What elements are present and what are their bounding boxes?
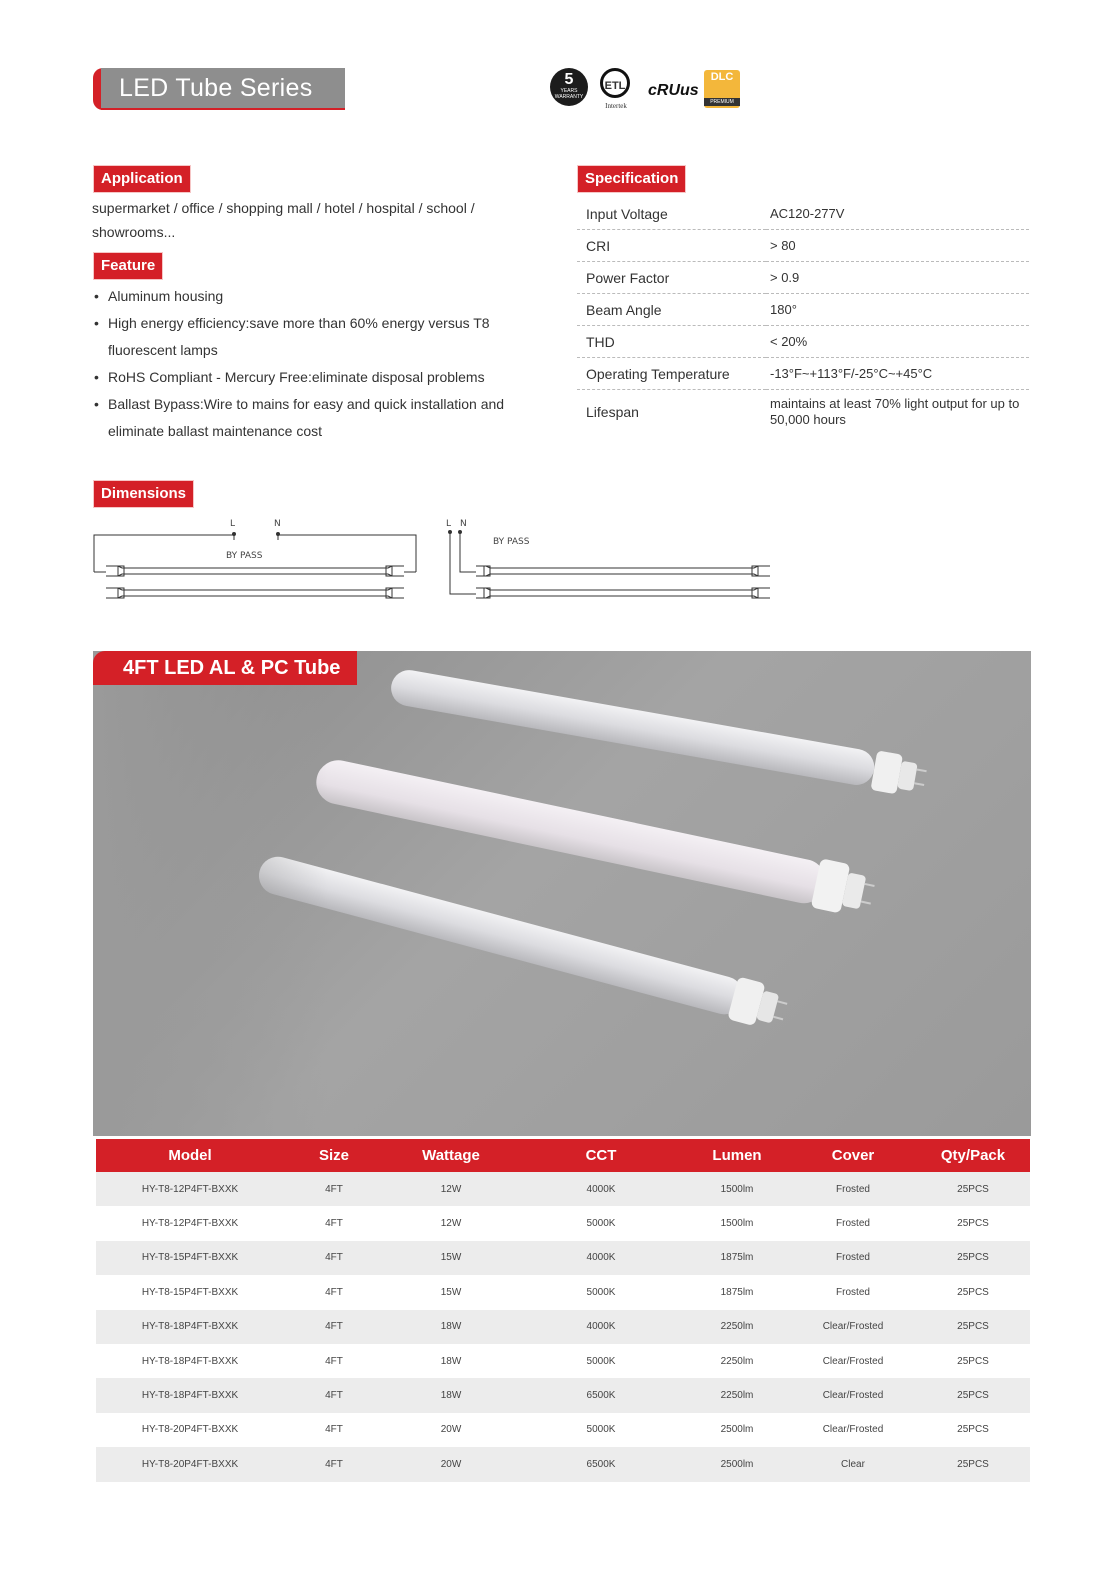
spec-row xyxy=(577,198,1029,230)
table-row xyxy=(96,1378,1030,1412)
table-cell: 6500K xyxy=(518,1447,684,1481)
feature-item: • High energy efficiency:save more than 60% energy versus T8 fluorescent lamps xyxy=(92,310,512,364)
table-cell: 6500K xyxy=(518,1378,684,1412)
table-cell: HY-T8-18P4FT-BXXK xyxy=(96,1310,284,1344)
spec-label: Beam Angle xyxy=(577,294,766,326)
table-cell: Clear/Frosted xyxy=(790,1378,916,1412)
spec-value: AC120-277V xyxy=(766,198,1029,230)
spec-value: < 20% xyxy=(766,326,1029,358)
page-title-banner xyxy=(93,68,345,110)
column-header: Model xyxy=(96,1139,284,1172)
spec-value: > 0.9 xyxy=(766,262,1029,294)
product-heading: 4FT LED AL & PC Tube xyxy=(93,651,357,685)
table-cell: 2500lm xyxy=(684,1413,790,1447)
page-title: LED Tube Series xyxy=(119,74,313,102)
table-cell: HY-T8-18P4FT-BXXK xyxy=(96,1378,284,1412)
table-cell: 20W xyxy=(384,1447,518,1481)
table-cell: 18W xyxy=(384,1344,518,1378)
feature-item: • Ballast Bypass:Wire to mains for easy and quick installation and eliminate ballast maintenance cost xyxy=(92,391,512,445)
wiring-diagram-double-end xyxy=(94,533,416,599)
table-cell: 5000K xyxy=(518,1275,684,1309)
table-cell: 15W xyxy=(384,1241,518,1275)
table-cell: 18W xyxy=(384,1310,518,1344)
ul-mark: cRUus xyxy=(648,82,699,99)
table-cell: 4FT xyxy=(284,1413,384,1447)
table-cell: HY-T8-12P4FT-BXXK xyxy=(96,1172,284,1206)
table-cell: HY-T8-20P4FT-BXXK xyxy=(96,1413,284,1447)
feature-item: • Aluminum housing xyxy=(92,283,512,310)
spec-row xyxy=(577,390,1029,435)
table-cell: 4000K xyxy=(518,1172,684,1206)
table-cell: 2250lm xyxy=(684,1310,790,1344)
table-cell: 12W xyxy=(384,1206,518,1240)
column-header: Qty/Pack xyxy=(916,1139,1030,1172)
table-cell: 5000K xyxy=(518,1344,684,1378)
table-cell: Frosted xyxy=(790,1275,916,1309)
feature-list xyxy=(92,283,512,445)
etl-mark: ETL xyxy=(600,68,630,98)
spec-label: Power Factor xyxy=(577,262,766,294)
dimensions-heading: Dimensions xyxy=(94,481,193,507)
table-cell: Frosted xyxy=(790,1206,916,1240)
diagram1-bypass-label: BY PASS xyxy=(226,551,263,561)
feature-heading: Feature xyxy=(94,253,162,279)
column-header: Cover xyxy=(790,1139,916,1172)
diagram2-n-label: N xyxy=(460,519,467,529)
column-header: Wattage xyxy=(384,1139,518,1172)
table-cell: HY-T8-15P4FT-BXXK xyxy=(96,1241,284,1275)
table-cell: 5000K xyxy=(518,1413,684,1447)
product-table xyxy=(96,1139,1030,1482)
spec-row xyxy=(577,294,1029,326)
table-row xyxy=(96,1172,1030,1206)
table-cell: 2500lm xyxy=(684,1447,790,1481)
table-cell: Clear/Frosted xyxy=(790,1310,916,1344)
table-cell: 25PCS xyxy=(916,1310,1030,1344)
table-cell: 25PCS xyxy=(916,1172,1030,1206)
spec-label: CRI xyxy=(577,230,766,262)
table-cell: 4FT xyxy=(284,1447,384,1481)
dlc-logo-icon xyxy=(704,70,740,108)
table-row xyxy=(96,1241,1030,1275)
table-cell: 25PCS xyxy=(916,1241,1030,1275)
spec-label: Input Voltage xyxy=(577,198,766,230)
table-cell: 2250lm xyxy=(684,1344,790,1378)
table-cell: 4000K xyxy=(518,1241,684,1275)
diagram2-bypass-label: BY PASS xyxy=(493,537,530,547)
table-cell: 20W xyxy=(384,1413,518,1447)
table-body xyxy=(96,1172,1030,1482)
specification-heading: Specification xyxy=(578,166,685,192)
table-cell: 25PCS xyxy=(916,1275,1030,1309)
table-cell: 1500lm xyxy=(684,1206,790,1240)
table-cell: 1500lm xyxy=(684,1172,790,1206)
column-header: Lumen xyxy=(684,1139,790,1172)
table-cell: 2250lm xyxy=(684,1378,790,1412)
table-cell: 4FT xyxy=(284,1310,384,1344)
table-cell: Frosted xyxy=(790,1172,916,1206)
table-cell: HY-T8-15P4FT-BXXK xyxy=(96,1275,284,1309)
table-cell: 25PCS xyxy=(916,1413,1030,1447)
spec-row xyxy=(577,326,1029,358)
column-header: CCT xyxy=(518,1139,684,1172)
diagram1-l-label: L xyxy=(230,519,236,529)
dlc-mark: DLC xyxy=(710,71,734,83)
table-row xyxy=(96,1206,1030,1240)
table-cell: Frosted xyxy=(790,1241,916,1275)
table-cell: 25PCS xyxy=(916,1447,1030,1481)
table-cell: 4000K xyxy=(518,1310,684,1344)
table-cell: 5000K xyxy=(518,1206,684,1240)
table-row xyxy=(96,1413,1030,1447)
spec-value: > 80 xyxy=(766,230,1029,262)
table-cell: 1875lm xyxy=(684,1241,790,1275)
diagram2-l-label: L xyxy=(446,519,452,529)
feature-item: • RoHS Compliant - Mercury Free:eliminate disposal problems xyxy=(92,364,512,391)
etl-logo-icon xyxy=(596,68,636,116)
spec-label: THD xyxy=(577,326,766,358)
application-heading: Application xyxy=(94,166,190,192)
table-row xyxy=(96,1310,1030,1344)
table-cell: 15W xyxy=(384,1275,518,1309)
spec-label: Lifespan xyxy=(586,404,639,420)
product-image xyxy=(93,651,1031,1136)
warranty-years: 5 xyxy=(564,71,574,88)
spec-label: Operating Temperature xyxy=(577,358,766,390)
table-cell: 4FT xyxy=(284,1241,384,1275)
spec-value: maintains at least 70% light output for up to 50,000 hours xyxy=(770,396,1020,427)
spec-row xyxy=(577,230,1029,262)
application-text: supermarket / office / shopping mall / hotel / hospital / school / showrooms... xyxy=(92,200,475,240)
table-cell: HY-T8-18P4FT-BXXK xyxy=(96,1344,284,1378)
warranty-badge-icon xyxy=(550,68,588,106)
led-tubes-illustration xyxy=(93,651,1031,1136)
dlc-badge: PREMIUM xyxy=(704,98,740,106)
table-cell: Clear xyxy=(790,1447,916,1481)
table-cell: 12W xyxy=(384,1172,518,1206)
spec-row xyxy=(577,358,1029,390)
table-cell: 4FT xyxy=(284,1172,384,1206)
table-row xyxy=(96,1344,1030,1378)
table-cell: 4FT xyxy=(284,1344,384,1378)
table-cell: 25PCS xyxy=(916,1344,1030,1378)
table-cell: 4FT xyxy=(284,1206,384,1240)
spec-value: -13°F~+113°F/-25°C~+45°C xyxy=(766,358,1029,390)
specification-table xyxy=(577,198,1029,434)
table-cell: 4FT xyxy=(284,1275,384,1309)
table-cell: 4FT xyxy=(284,1378,384,1412)
etl-text: Intertek xyxy=(605,102,627,110)
ul-logo-icon xyxy=(648,82,699,100)
table-row xyxy=(96,1275,1030,1309)
column-header: Size xyxy=(284,1139,384,1172)
spec-value: 180° xyxy=(766,294,1029,326)
table-cell: 18W xyxy=(384,1378,518,1412)
table-cell: 25PCS xyxy=(916,1378,1030,1412)
table-header-row xyxy=(96,1139,1030,1172)
wiring-diagrams xyxy=(88,510,788,610)
table-row xyxy=(96,1447,1030,1481)
spec-row xyxy=(577,262,1029,294)
table-cell: Clear/Frosted xyxy=(790,1344,916,1378)
table-cell: HY-T8-20P4FT-BXXK xyxy=(96,1447,284,1481)
table-cell: 1875lm xyxy=(684,1275,790,1309)
table-cell: Clear/Frosted xyxy=(790,1413,916,1447)
diagram1-n-label: N xyxy=(274,519,281,529)
warranty-text: YEARS WARRANTY xyxy=(554,88,584,100)
table-cell: 25PCS xyxy=(916,1206,1030,1240)
table-cell: HY-T8-12P4FT-BXXK xyxy=(96,1206,284,1240)
